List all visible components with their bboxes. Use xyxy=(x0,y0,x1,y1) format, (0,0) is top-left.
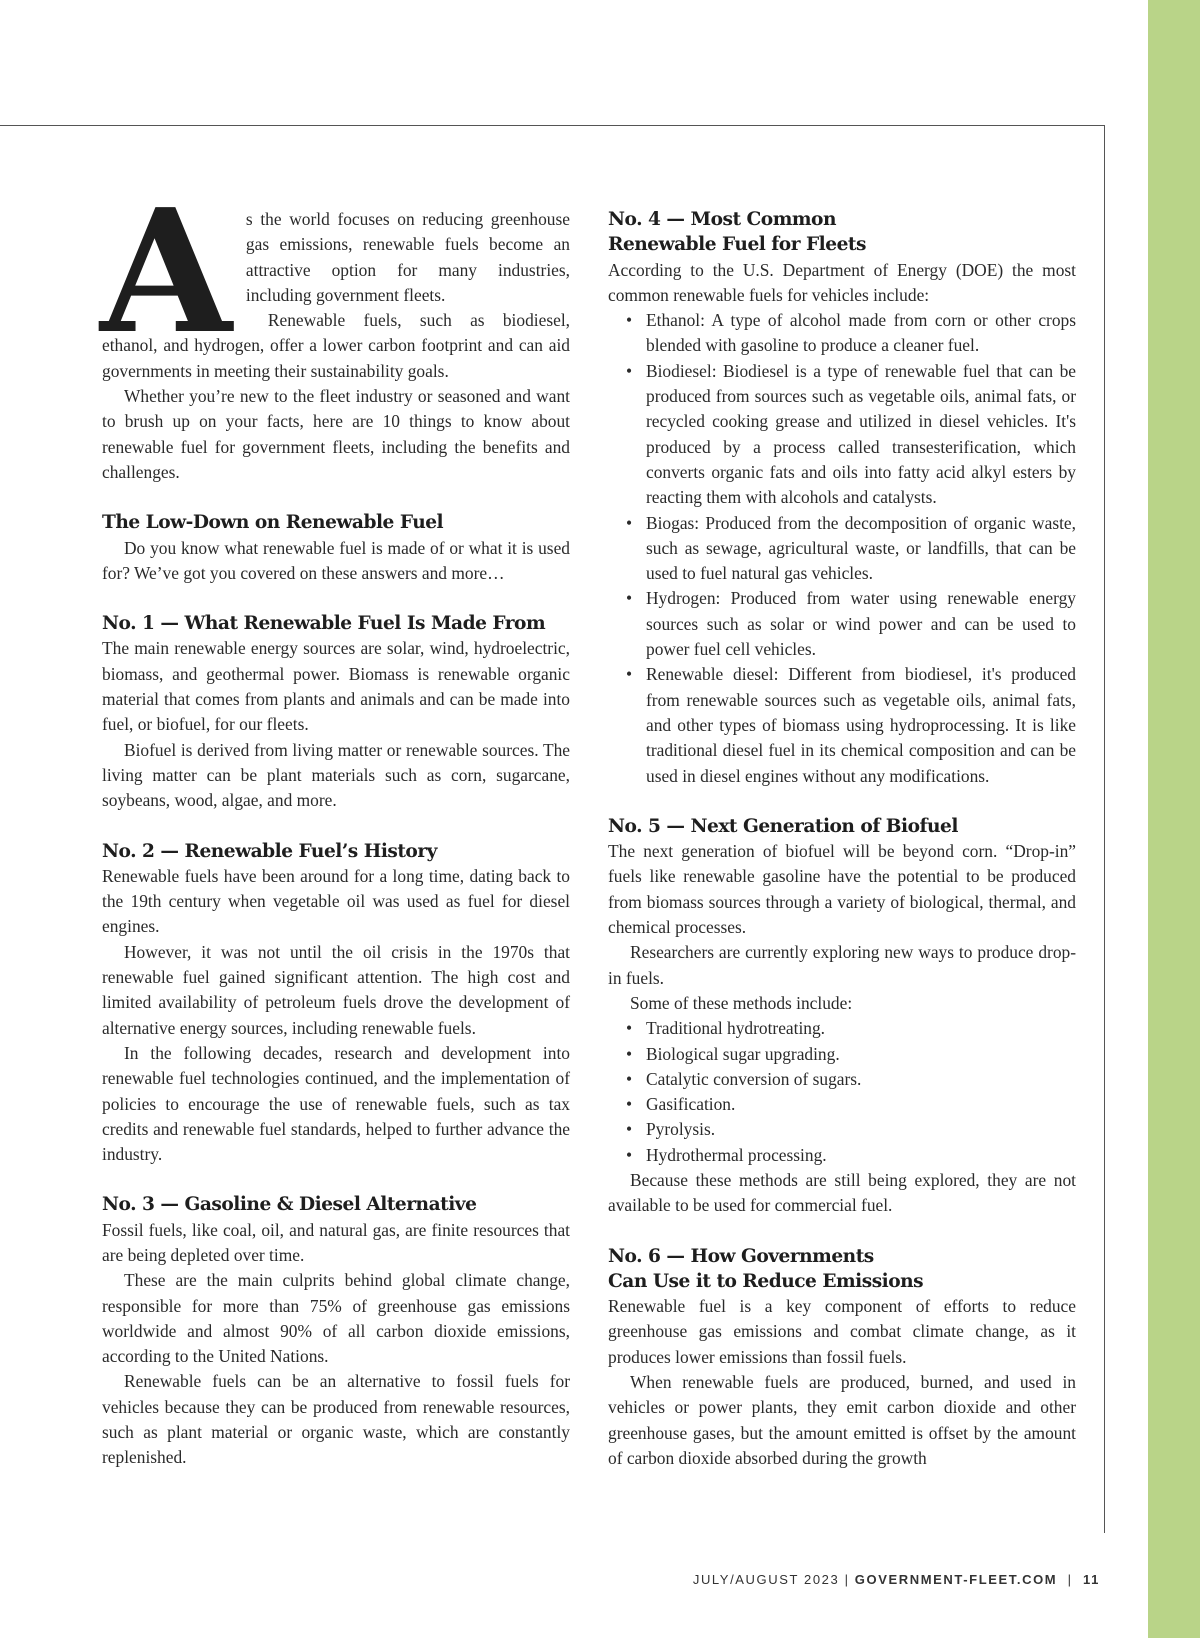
footer-issue: JULY/AUGUST 2023 xyxy=(692,1572,840,1587)
drop-cap: A xyxy=(100,172,232,372)
no4-heading xyxy=(608,207,1076,258)
lowdown-paragraph: Do you know what renewable fuel is made of or what it is used for? We’ve got you covered on these answers and more… xyxy=(102,537,570,583)
no3-paragraph-1: Fossil fuels, like coal, oil, and natural gas, are finite resources that are being depleted over time. xyxy=(102,1219,570,1265)
no5-paragraph-4: Because these methods are still being explored, they are not available to be used for commercial fuel. xyxy=(608,1169,1076,1216)
no5-paragraph-1: The next generation of biofuel will be beyond corn. “Drop-in” fuels like renewable gasoline have the potential to be produced from biomass sources through a variety of biological, thermal, and chemical processes. xyxy=(608,841,1076,938)
list-item: • Hydrothermal processing. xyxy=(646,1143,1076,1168)
list-item: • Biological sugar upgrading. xyxy=(646,1042,1076,1067)
no6-heading xyxy=(608,1244,1076,1295)
right-column xyxy=(608,207,1076,1471)
accent-side-bar xyxy=(1148,0,1200,1638)
list-item: • Ethanol: A type of alcohol made from corn or other crops blended with gasoline to produce a cleaner fuel. xyxy=(646,308,1076,359)
list-item: • Biogas: Produced from the decomposition of organic waste, such as sewage, agricultural waste, or landfills, that can be used to fuel natural gas vehicles. xyxy=(646,511,1076,587)
intro-paragraph-2: Renewable fuels, such as biodiesel, ethanol, and hydrogen, offer a lower carbon footprint and can aid governments in meeting their sustainability goals. xyxy=(102,310,570,381)
no6-heading-line-2: Can Use it to Reduce Emissions xyxy=(608,1270,924,1292)
left-column xyxy=(100,172,570,1471)
top-rule xyxy=(0,125,1105,126)
list-item: • Hydrogen: Produced from water using renewable energy sources such as solar or wind power and can be used to power fuel cell vehicles. xyxy=(646,586,1076,662)
no4-heading-line-2: Renewable Fuel for Fleets xyxy=(608,234,866,256)
intro-text: s the world focuses on reducing greenhouse gas emissions, renewable fuels become an attractive option for many industries, including government fleets. xyxy=(245,209,570,305)
no6-paragraph-2: When renewable fuels are produced, burned, and used in vehicles or power plants, they emit carbon dioxide and other greenhouse gases, but the amount emitted is offset by the amount of carbon dioxide absorbed during the growth xyxy=(608,1372,1076,1468)
no2-paragraph-2: However, it was not until the oil crisis in the 1970s that renewable fuel gained significant attention. The high cost and limited availability of petroleum fuels drove the development of alternative energy sources, including renewable fuels. xyxy=(102,941,570,1038)
no6-paragraph-1: Renewable fuel is a key component of efforts to reduce greenhouse gas emissions and combat climate change, as it produces lower emissions than fossil fuels. xyxy=(608,1296,1076,1367)
no4-bullet-list xyxy=(608,308,1076,789)
no4-intro: According to the U.S. Department of Energy (DOE) the most common renewable fuels for vehicles include: xyxy=(608,259,1076,305)
no3-paragraph-2: These are the main culprits behind global climate change, responsible for more than 75% of greenhouse gas emissions worldwide and almost 90% of all carbon dioxide emissions, according to the United Nations. xyxy=(102,1270,570,1367)
no5-paragraph-3: Some of these methods include: xyxy=(630,992,853,1013)
no2-heading: No. 2 — Renewable Fuel’s History xyxy=(102,840,437,862)
footer-site-link[interactable]: GOVERNMENT-FLEET.COM xyxy=(854,1572,1058,1587)
no2-paragraph-1: Renewable fuels have been around for a long time, dating back to the 19th century when vegetable oil was used as fuel for diesel engines. xyxy=(102,865,570,937)
no5-bullet-list xyxy=(608,1016,1076,1168)
list-item: • Gasification. xyxy=(646,1092,1076,1117)
no1-paragraph-1: The main renewable energy sources are solar, wind, hydroelectric, biomass, and geothermal power. Biomass is renewable organic material that comes from plants and animals and can be made into fuel, or biofuel, for our fleets. xyxy=(102,638,570,735)
page-number: 11 xyxy=(1083,1572,1100,1587)
no6-heading-line-1: No. 6 — How Governments xyxy=(608,1245,874,1267)
lowdown-heading: The Low-Down on Renewable Fuel xyxy=(102,512,444,534)
no3-heading: No. 3 — Gasoline & Diesel Alternative xyxy=(102,1194,477,1216)
list-item: • Pyrolysis. xyxy=(646,1117,1076,1142)
list-item: • Catalytic conversion of sugars. xyxy=(646,1067,1076,1092)
list-item: • Renewable diesel: Different from biodiesel, it's produced from renewable sources such as vegetable oils, animal fats, and other types of biomass using hydroprocessing. It is like traditional diesel fuel in its chemical composition and can be used in diesel engines without any modifications. xyxy=(646,662,1076,788)
list-item: • Traditional hydrotreating. xyxy=(646,1016,1076,1041)
page-footer: JULY/AUGUST 2023 | GOVERNMENT-FLEET.COM | 11 xyxy=(692,1572,1100,1587)
no5-heading: No. 5 — Next Generation of Biofuel xyxy=(608,815,958,837)
no3-paragraph-3: Renewable fuels can be an alternative to fossil fuels for vehicles because they can be produced from renewable resources, such as plant material or organic waste, which are constantly replenished. xyxy=(102,1371,570,1468)
no1-heading: No. 1 — What Renewable Fuel Is Made From xyxy=(102,613,546,635)
no5-paragraph-2: Researchers are currently exploring new ways to produce drop-in fuels. xyxy=(608,942,1076,988)
no2-paragraph-3: In the following decades, research and development into renewable fuel technologies continued, and the implementation of policies to encourage the use of renewable fuels, such as tax credits and renewable fuel standards, helped to further advance the industry. xyxy=(102,1042,570,1165)
intro-paragraph-3: Whether you’re new to the fleet industry or seasoned and want to brush up on your facts, here are 10 things to know about renewable fuel for government fleets, including the benefits and challenges. xyxy=(102,386,570,482)
list-item: • Biodiesel: Biodiesel is a type of renewable fuel that can be produced from sources such as vegetable oils, animal fats, or recycled cooking grease and utilized in diesel vehicles. It's produced by a process called transesterification, which converts organic fats and oils into fatty acid alkyl esters by reacting them with alcohols and catalysts. xyxy=(646,359,1076,511)
no1-paragraph-2: Biofuel is derived from living matter or renewable sources. The living matter can be plant materials such as corn, sugarcane, soybeans, wood, algae, and more. xyxy=(102,739,570,811)
no4-heading-line-1: No. 4 — Most Common xyxy=(608,209,836,230)
right-rule xyxy=(1104,125,1105,1533)
